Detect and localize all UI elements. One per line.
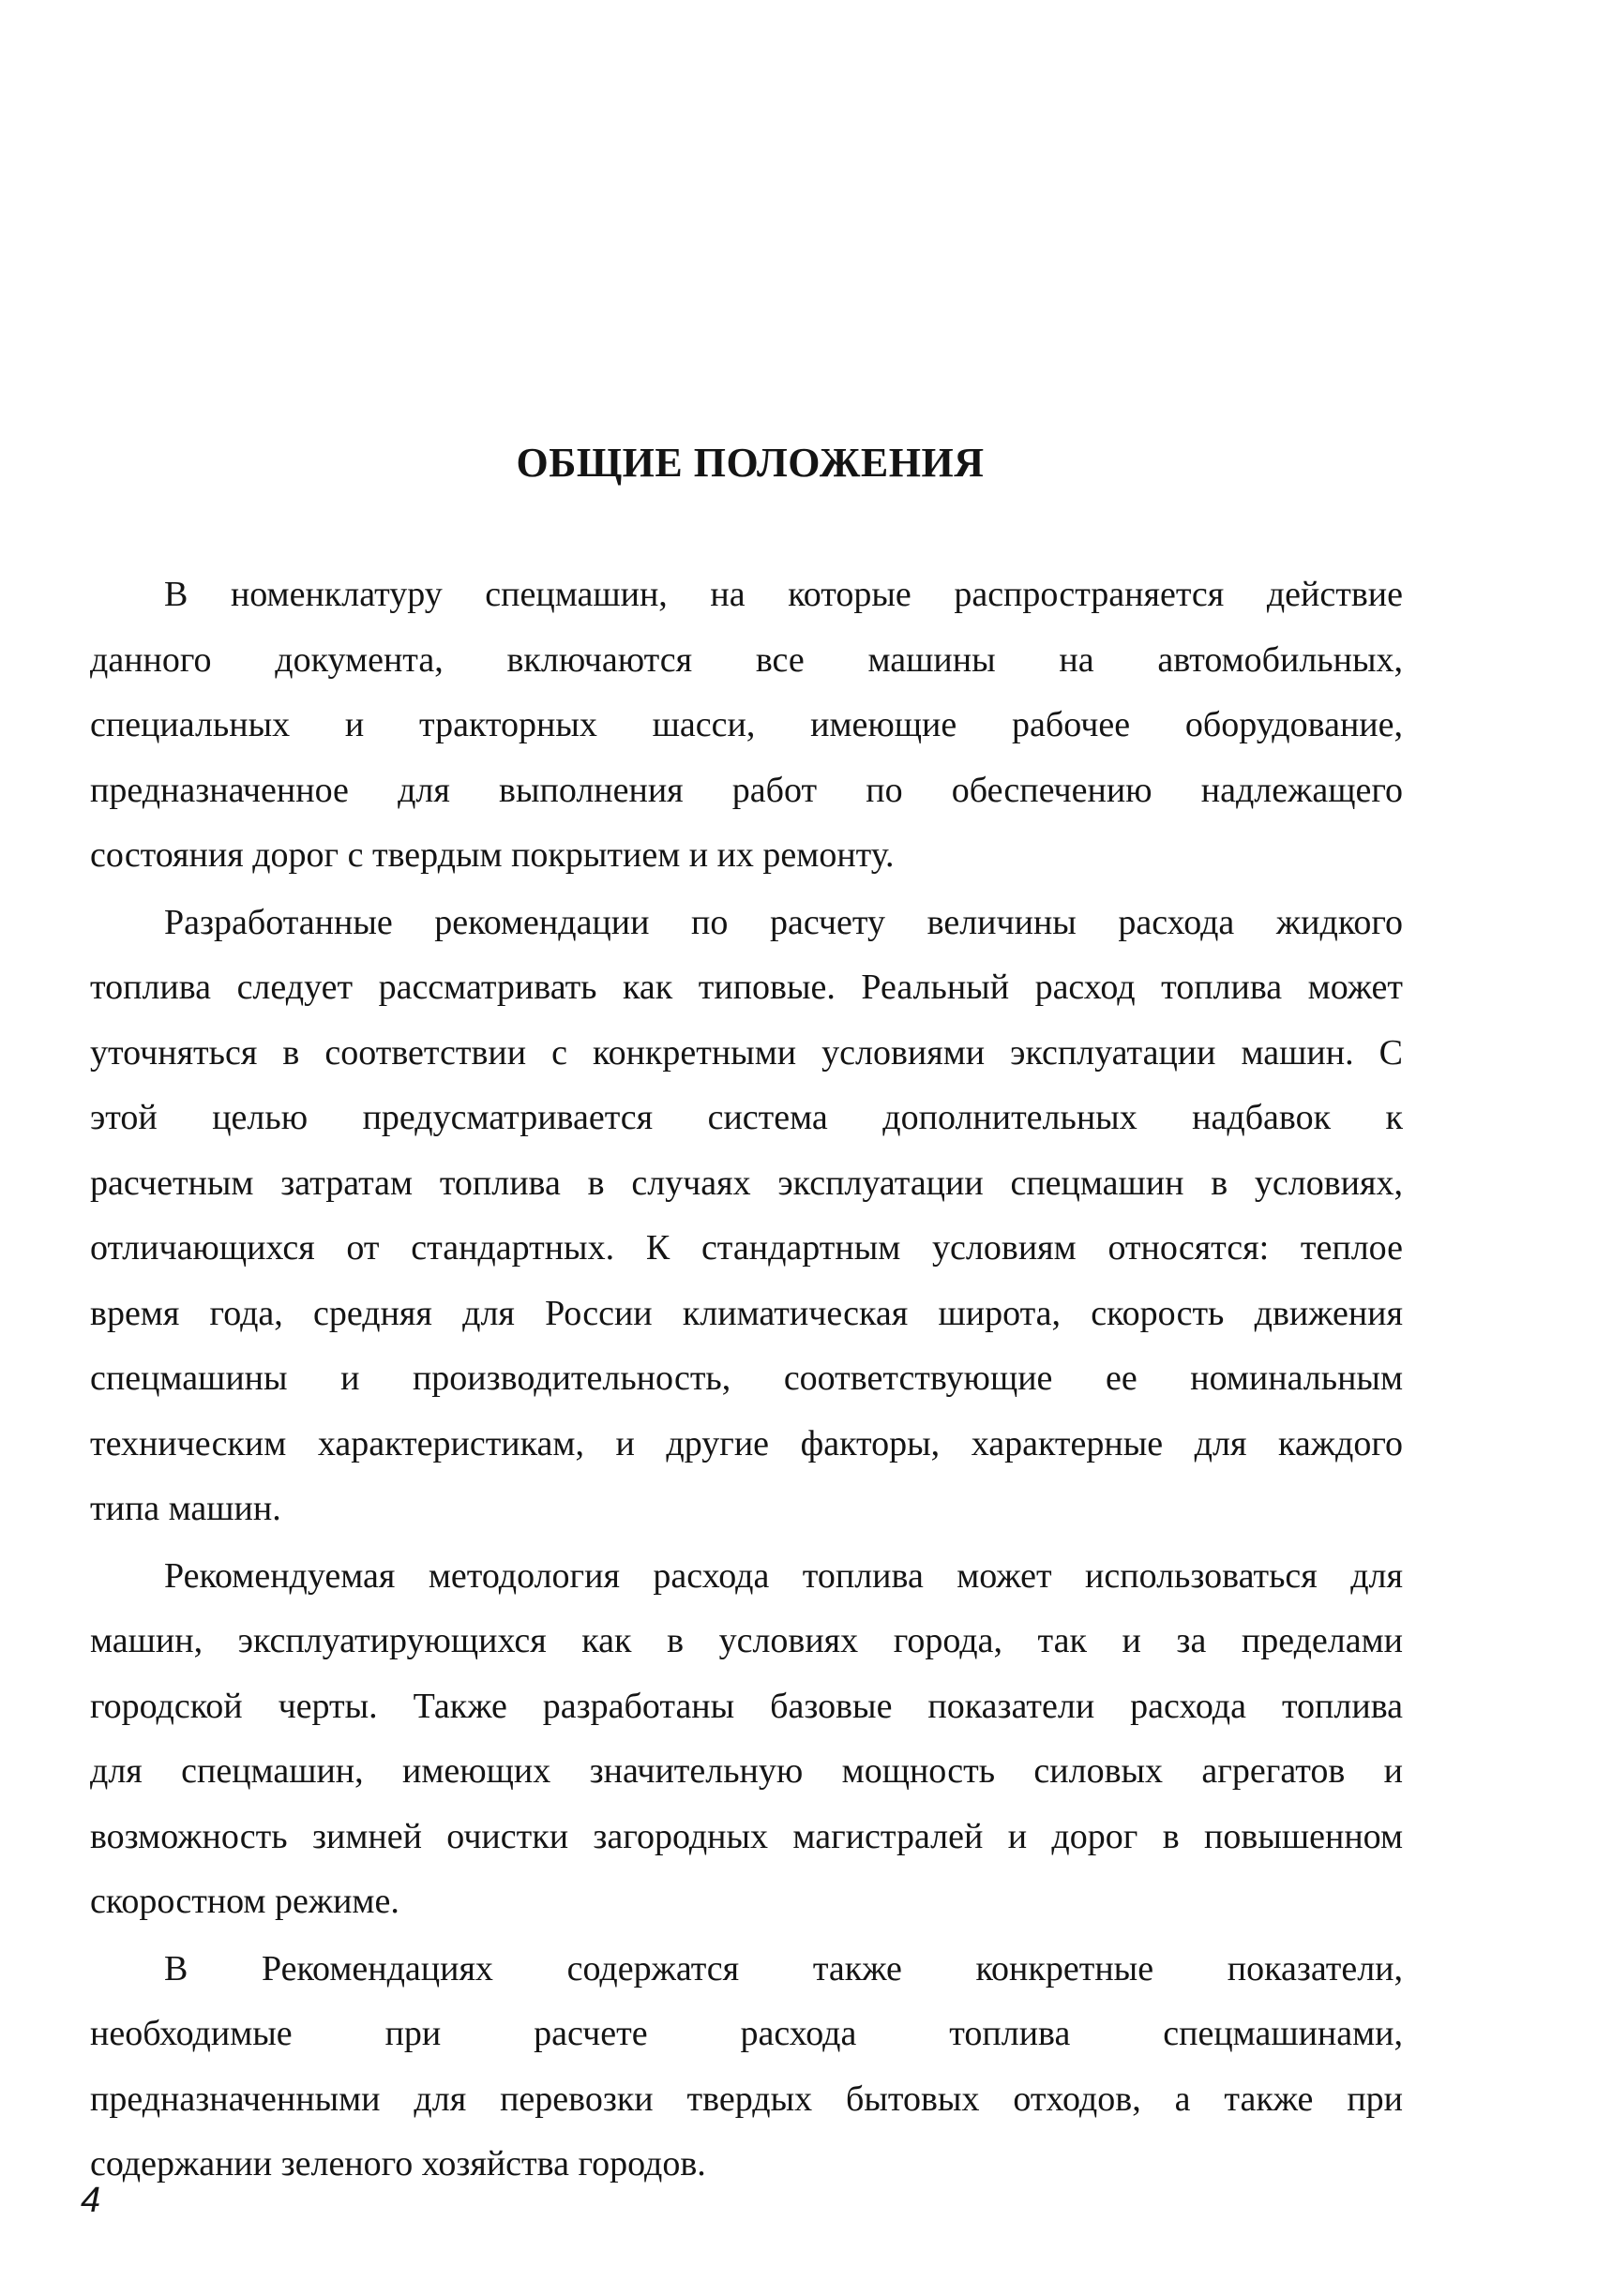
paragraph-2: [90, 891, 1403, 1542]
text-line: топлива следует рассматривать как типовые. Реальный расход топлива может: [90, 968, 1403, 1007]
text-line: предназначенное для выполнения работ по обеспечению надлежащего: [90, 770, 1403, 810]
text-line: Разработанные рекомендации по расчету величины расхода жидкого: [164, 902, 1403, 942]
text-line: содержании зеленого хозяйства городов.: [90, 2144, 706, 2183]
text-line: этой целью предусматривается система дополнительных надбавок к: [90, 1098, 1403, 1137]
text-line: предназначенными для перевозки твердых бытовых отходов, а также при: [90, 2078, 1403, 2119]
page-title: ОБЩИЕ ПОЛОЖЕНИЯ: [516, 440, 985, 486]
body-text: [90, 563, 1403, 2199]
text-line: машин, эксплуатирующихся как в условиях города, так и за пределами: [90, 1621, 1403, 1660]
text-line: данного документа, включаются все машины на автомобильных,: [90, 639, 1403, 680]
text-line: Рекомендуемая методология расхода топлива может использоваться для: [164, 1555, 1403, 1596]
text-line: скоростном режиме.: [90, 1882, 399, 1921]
text-line: состояния дорог с твердым покрытием и их ремонту.: [90, 835, 895, 875]
text-line: техническим характеристикам, и другие факторы, характерные для каждого: [90, 1423, 1403, 1463]
text-line: отличающихся от стандартных. К стандартным условиям относятся: теплое: [90, 1228, 1403, 1268]
text-line: В номенклатуру спецмашин, на которые распространяется действие: [164, 575, 1403, 614]
text-line: для спецмашин, имеющих значительную мощность силовых агрегатов и: [90, 1751, 1403, 1791]
text-line: спецмашины и производительность, соответствующие ее номинальным: [90, 1358, 1403, 1398]
text-line: уточняться в соответствии с конкретными условиями эксплуатации машин. С: [90, 1032, 1403, 1073]
paragraph-1: [90, 563, 1403, 889]
text-line: расчетным затратам топлива в случаях эксплуатации спецмашин в условиях,: [90, 1163, 1403, 1203]
text-line: необходимые при расчете расхода топлива спецмашинами,: [90, 2014, 1403, 2053]
text-line: возможность зимней очистки загородных магистралей и дорог в повышенном: [90, 1816, 1403, 1856]
text-line: В Рекомендациях содержатся также конкретные показатели,: [164, 1948, 1403, 1988]
text-line: время года, средняя для России климатическая широта, скорость движения: [90, 1293, 1403, 1333]
paragraph-3: [90, 1544, 1403, 1935]
text-line: типа машин.: [90, 1489, 281, 1528]
paragraph-4: [90, 1937, 1403, 2198]
text-line: городской черты. Также разработаны базовые показатели расхода топлива: [90, 1686, 1403, 1726]
page-number: 4: [81, 2181, 101, 2220]
text-line: специальных и тракторных шасси, имеющие рабочее оборудование,: [90, 705, 1403, 744]
